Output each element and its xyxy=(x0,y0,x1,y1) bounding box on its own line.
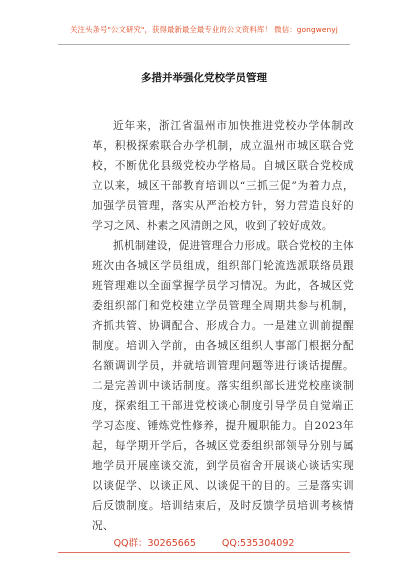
footer-qq: QQ:535304092 xyxy=(221,538,295,549)
footer-qq-group: QQ群：30265665 xyxy=(113,538,196,549)
paragraph-intro: 近年来，浙江省温州市加快推进党校办学体制改革，积极探索联合办学机制，成立温州市城区联合党校，不断优化县级党校办学格局。自城区联合党校成立以来，城区干部教育培训以“三抓三促”为着力点，加强学员管理，落实从严治校方针，努力营造良好的学习之风、朴素之风清朗之风，收到了较好成效。 xyxy=(92,120,354,232)
document-title: 多措并举强化党校学员管理 xyxy=(141,72,267,84)
footer-divider xyxy=(58,552,350,553)
header-banner: 关注头条号"公文研究"，获得最新最全最专业的公文资料库！ 微信：gongwenyj xyxy=(70,25,338,34)
header-divider xyxy=(58,44,350,45)
footer-contact xyxy=(0,535,408,549)
document-body xyxy=(92,116,354,536)
paragraph-mechanism: 抓机制建设，促进管理合力形成。联合党校的主体班次由各城区学员组成，组织部门轮流选派联络员跟班管理难以全面掌握学员学习情况。为此，各城区党委组织部门和党校建立学员管理全周期共参与机制，齐抓共管、协调配合、形成合力。一是建立训前提醒制度。培训入学前，由各城区组织人事部门根据分配名额调训学员，并就培训管理问题等进行谈话提醒。二是完善训中谈话制度。落实组织部长进党校座谈制度，探索组工干部进党校谈心制度引导学员自觉端正学习态度、锤炼党性修养，提升履职能力。自2023年起，每学期开学后，各城区党委组织部领导分别与属地学员开展座谈交流，到学员宿舍开展谈心谈话实现以谈促学、以谈正风、以谈促干的目的。三是落实训后反馈制度。培训结束后，及时反馈学员培训考核情况、 xyxy=(92,240,354,532)
